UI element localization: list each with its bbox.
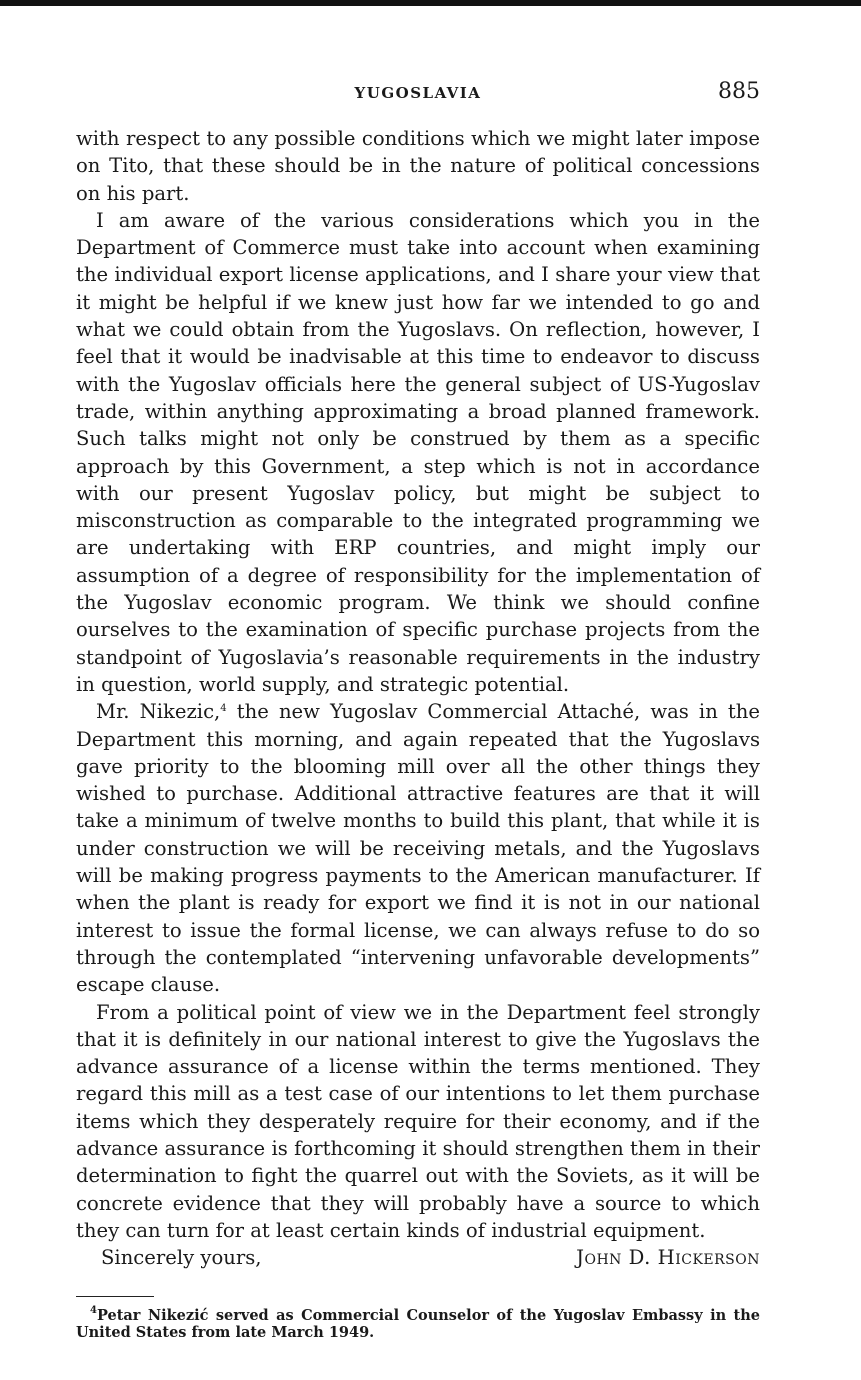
footnote-divider [76, 1296, 154, 1297]
paragraph-continuation: with respect to any possible conditions which we might later impose on Tito, that these should be in the nature of political concessions on his part. [76, 127, 760, 205]
running-head-title: YUGOSLAVIA [354, 84, 482, 102]
paragraph-nikezic-lead: Mr. Nikezic, [96, 700, 221, 724]
letter-closing [76, 1244, 760, 1276]
salutation: Sincerely yours, [101, 1246, 262, 1270]
footnote-mark: 4 [90, 1305, 97, 1317]
footnote [76, 1307, 760, 1341]
paragraph-nikezic-rest: the new Yugoslav Commercial Attaché, was in the Department this morning, and again repeated that the Yugoslavs gave priority to the blooming mill over all the other things they wished to purchase. Additional attractive features are that it will take a minimum of twelve months to build this plant, that while it is under construction we will be receiving metals, and the Yugoslavs will be making progress payments to the American manufacturer. If when the plant is ready for export we find it is not in our national interest to issue the formal license, we can always refuse to do so through the contemplated “intervening unfavorable developments” escape clause. [76, 700, 760, 997]
running-head [76, 78, 760, 112]
signature: John D. Hickerson [576, 1246, 760, 1270]
letter-body [76, 125, 760, 1244]
top-border [0, 0, 861, 6]
page-number: 885 [718, 79, 760, 104]
paragraph-nikezic [76, 698, 760, 998]
paragraph-considerations: I am aware of the various considerations which you in the Department of Commerce must take into account when examining the individual export license applications, and I share your view that it might be helpful if we knew just how far we intended to go and what we could obtain from the Yugoslavs. On reflection, however, I feel that it would be inadvisable at this time to endeavor to discuss with the Yugoslav officials here the general subject of US-Yugoslav trade, within anything approximating a broad planned framework. Such talks might not only be construed by them as a specific approach by this Government, a step which is not in accordance with our present Yugoslav policy, but might be subject to misconstruction as comparable to the integrated programming we are undertaking with ERP countries, and might imply our assumption of a degree of responsibility for the implementation of the Yugoslav economic program. We think we should confine ourselves to the examination of specific purchase projects from the standpoint of Yugoslavia’s reasonable requirements in the industry in question, world supply, and strategic potential. [76, 208, 760, 696]
footnote-reference: 4 [220, 703, 227, 715]
paragraph-political: From a political point of view we in the Department feel strongly that it is definitely in our national interest to give the Yugoslavs the advance assurance of a license within the terms mentioned. They regard this mill as a test case of our intentions to let them purchase items which they desperately require for their economy, and if the advance assurance is forthcoming it should strengthen them in their determination to fight the quarrel out with the Soviets, as it will be concrete evidence that they will probably have a source to which they can turn for at least certain kinds of industrial equipment. [76, 1000, 760, 1242]
footnote-text: Petar Nikezić served as Commercial Counselor of the Yugoslav Embassy in the United States from late March 1949. [76, 1307, 760, 1342]
document-page [76, 78, 760, 1341]
